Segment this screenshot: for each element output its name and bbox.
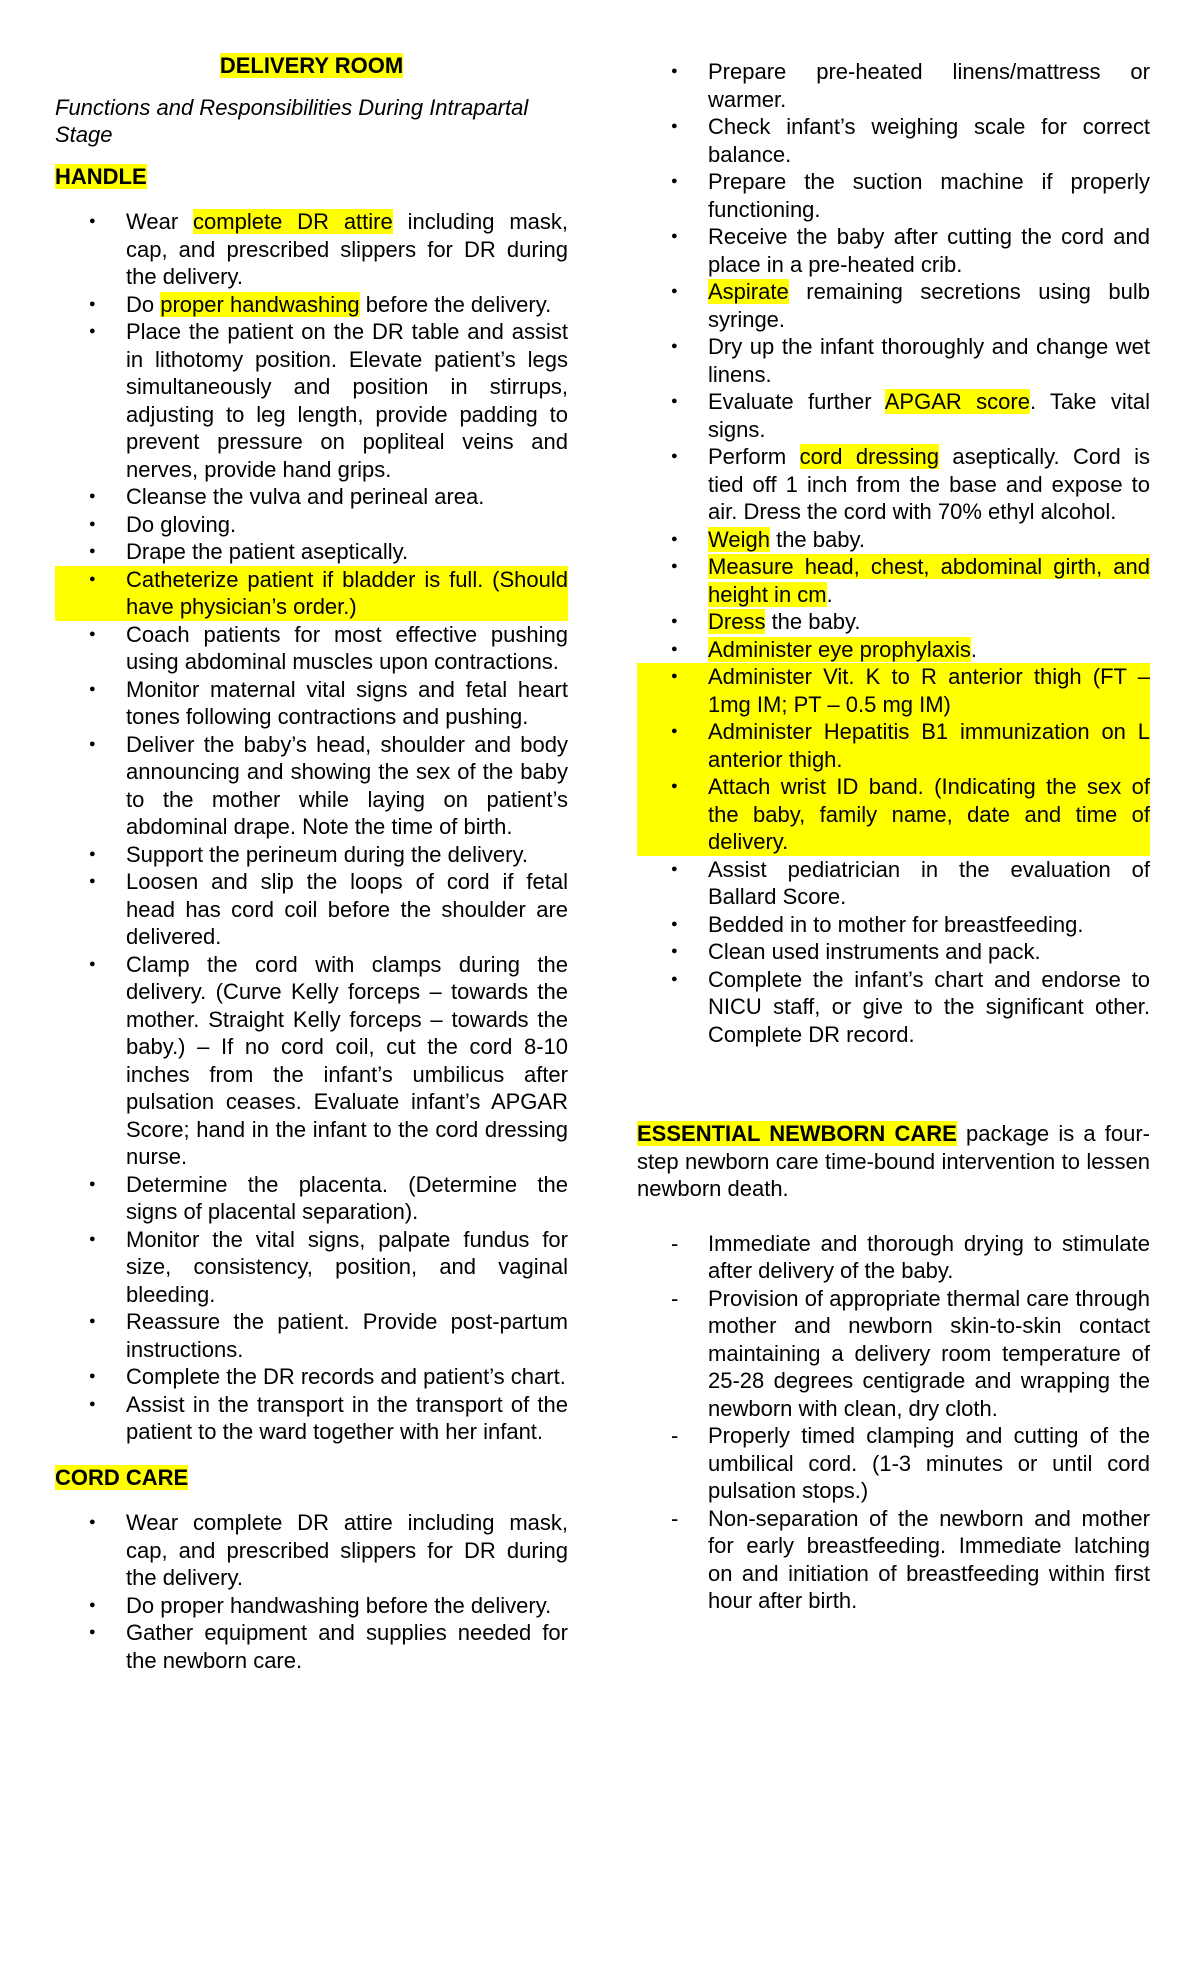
item-text: Wear complete DR attire including mask, cap, and prescribed slippers for DR during the delivery. — [126, 1510, 568, 1590]
page-subtitle: Functions and Responsibilities During Intrapartal Stage — [55, 94, 529, 147]
item-text: Assist in the transport in the transport of the patient to the ward together with her infant. — [126, 1391, 568, 1444]
item-text: before the delivery. — [359, 291, 552, 317]
highlighted-text: cord dressing — [799, 444, 939, 469]
list-item — [55, 868, 568, 951]
item-text: Complete the infant’s chart and endorse to NICU staff, or give to the significant other. Complete DR record. — [708, 966, 1150, 1047]
highlighted-text: Administer eye prophylaxis — [708, 636, 971, 662]
list-item — [637, 388, 1150, 443]
list-item — [637, 773, 1150, 856]
highlighted-text: complete DR attire — [193, 209, 393, 234]
list-item — [637, 608, 1150, 636]
cord-care-list-right — [637, 58, 1150, 1048]
item-text: Do gloving. — [126, 511, 237, 537]
item-text: Drape the patient aseptically. — [126, 539, 409, 564]
item-text: the baby. — [769, 526, 865, 552]
list-item — [637, 938, 1150, 966]
list-item — [55, 538, 568, 566]
list-item — [55, 621, 568, 676]
enc-list-item: - Immediate and thorough drying to stimulate after delivery of the baby. — [637, 1230, 1150, 1285]
list-item — [637, 58, 1150, 113]
list-item — [637, 223, 1150, 278]
list-item — [55, 1391, 568, 1446]
list-item — [637, 856, 1150, 911]
highlighted-text: Measure head, chest, abdominal girth, and height in cm — [708, 554, 1150, 607]
spacer — [637, 1093, 1150, 1120]
list-item — [637, 911, 1150, 939]
left-column — [55, 52, 568, 1692]
item-text: Gather equipment and supplies needed for the newborn care. — [126, 1620, 568, 1673]
item-text: Check infant’s weighing scale for correct balance. — [708, 114, 1150, 167]
item-text: Bedded in to mother for breastfeeding. — [708, 911, 1084, 937]
list-item — [55, 208, 568, 291]
list-item — [55, 291, 568, 319]
enc-intro — [637, 1120, 1150, 1203]
list-item — [637, 443, 1150, 526]
enc-heading: ESSENTIAL NEWBORN CARE — [637, 1121, 957, 1146]
list-item — [55, 841, 568, 869]
list-item — [55, 1308, 568, 1363]
item-text: Monitor the vital signs, palpate fundus for size, consistency, position, and vaginal bleeding. — [126, 1226, 568, 1307]
item-text: Assist pediatrician in the evaluation of Ballard Score. — [708, 856, 1150, 909]
item-text: Do proper handwashing before the delivery. — [126, 1592, 552, 1618]
list-item — [637, 966, 1150, 1049]
list-item — [637, 553, 1150, 608]
item-text: Cleanse the vulva and perineal area. — [126, 484, 485, 509]
item-text: Dry up the infant thoroughly and change wet linens. — [708, 334, 1150, 387]
list-item — [637, 636, 1150, 664]
item-text: Clean used instruments and pack. — [708, 939, 1041, 964]
list-item — [637, 333, 1150, 388]
item-text: . — [826, 581, 833, 607]
list-item — [55, 1619, 568, 1674]
enc-list — [637, 1230, 1150, 1615]
highlighted-text: proper handwashing — [160, 291, 360, 317]
item-text: . — [970, 636, 978, 662]
list-item — [55, 951, 568, 1171]
list-item — [55, 511, 568, 539]
item-text: Prepare pre-heated linens/mattress or warmer. — [708, 59, 1150, 112]
item-text: aseptically. Cord is tied off 1 inch from the base and expose to air. Dress the cord with 70% ethyl alcohol. — [708, 444, 1150, 524]
item-text: Receive the baby after cutting the cord and place in a pre-heated crib. — [708, 224, 1150, 277]
item-text: Reassure the patient. Provide post-partum instructions. — [126, 1309, 568, 1362]
list-item — [637, 663, 1150, 718]
item-text: Deliver the baby’s head, shoulder and body announcing and showing the sex of the baby to the mother while laying on patient’s abdominal drape. Note the time of birth. — [126, 731, 568, 839]
item-text: Determine the placenta. (Determine the signs of placental separation). — [126, 1171, 568, 1224]
list-item — [55, 1171, 568, 1226]
list-item — [637, 526, 1150, 554]
item-text: Perform — [708, 444, 800, 469]
highlighted-text: Aspirate — [708, 279, 789, 304]
highlighted-text: Dress — [708, 609, 766, 634]
item-text: Place the patient on the DR table and assist in lithotomy position. Elevate patient’s legs simultaneously and position in stirrups, adjusting to leg length, provide padding to prevent pressure on popliteal veins and nerves, provide hand grips. — [126, 319, 568, 482]
list-item — [55, 731, 568, 841]
item-text: Loosen and slip the loops of cord if fetal head has cord coil before the shoulder are delivered. — [126, 869, 568, 949]
item-text: the baby. — [765, 609, 861, 634]
list-item — [55, 1363, 568, 1391]
list-item — [637, 718, 1150, 773]
item-text: Wear — [126, 209, 194, 234]
list-item — [55, 1592, 568, 1620]
item-text: Monitor maternal vital signs and fetal heart tones following contractions and pushing. — [126, 676, 568, 729]
item-text: remaining secretions using bulb syringe. — [708, 279, 1150, 332]
item-text: Administer Hepatitis B1 immunization on L anterior thigh. — [708, 719, 1150, 772]
item-text: Do — [126, 291, 161, 317]
list-item — [637, 113, 1150, 168]
list-item — [55, 483, 568, 511]
item-text: including mask, cap, and prescribed slippers for DR during the delivery. — [126, 209, 569, 289]
list-item — [637, 278, 1150, 333]
handle-heading: HANDLE — [55, 163, 147, 189]
list-item — [55, 318, 568, 483]
item-text: Evaluate further — [708, 389, 885, 414]
handle-list — [55, 208, 568, 1446]
enc-list-item: - Non-separation of the newborn and mother for early breastfeeding. Immediate latching on and initiation of breastfeeding within first hour after birth. — [637, 1505, 1150, 1615]
item-text: Administer Vit. K to R anterior thigh (FT – 1mg IM; PT – 0.5 mg IM) — [708, 664, 1150, 717]
item-text: Coach patients for most effective pushing using abdominal muscles upon contractions. — [126, 621, 568, 674]
list-item — [55, 676, 568, 731]
cord-care-heading: CORD CARE — [55, 1464, 189, 1490]
item-text: . Take vital signs. — [708, 389, 1150, 442]
item-text: Catheterize patient if bladder is full. (Should have physician’s order.) — [126, 566, 568, 619]
cord-care-list-left — [55, 1509, 568, 1674]
list-item — [55, 1226, 568, 1309]
enc-intro-text: package is a four-step newborn care time-bound intervention to lessen newborn death. — [637, 1121, 1150, 1201]
highlighted-text: Weigh — [708, 526, 770, 552]
list-item — [55, 1509, 568, 1592]
item-text: Clamp the cord with clamps during the delivery. (Curve Kelly forceps – towards the mother. Straight Kelly forceps – towards the baby.) – If no cord coil, cut the cord 8-10 inches from the infant’s umbilicus after pulsation ceases. Evaluate infant’s APGAR Score; hand in the infant to the cord dressing nurse. — [126, 951, 568, 1169]
item-text: Prepare the suction machine if properly functioning. — [708, 169, 1150, 222]
item-text: Support the perineum during the delivery. — [126, 841, 528, 867]
enc-list-item: - Provision of appropriate thermal care through mother and newborn skin-to-skin contact maintaining a delivery room temperature of 25-28 degrees centigrade and wrapping the newborn with clean, dry cloth. — [637, 1285, 1150, 1423]
enc-list-item: - Properly timed clamping and cutting of the umbilical cord. (1-3 minutes or until cord pulsation stops.) — [637, 1422, 1150, 1505]
list-item — [55, 566, 568, 621]
right-column — [637, 58, 1150, 1615]
spacer — [637, 1066, 1150, 1093]
list-item — [637, 168, 1150, 223]
item-text: Attach wrist ID band. (Indicating the sex of the baby, family name, date and time of delivery. — [708, 774, 1150, 854]
highlighted-text: APGAR score — [884, 389, 1030, 414]
page-title: DELIVERY ROOM — [219, 53, 404, 78]
item-text: Complete the DR records and patient’s chart. — [126, 1364, 566, 1389]
